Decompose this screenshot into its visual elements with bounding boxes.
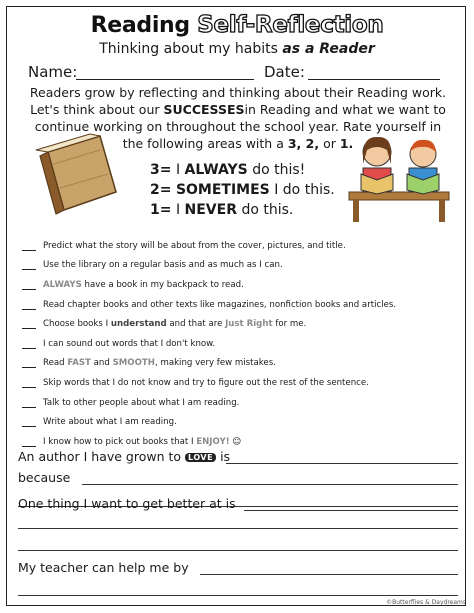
subtitle-plain: Thinking about my habits: [99, 41, 278, 57]
item-emphasis: SMOOTH: [112, 358, 155, 369]
scale-text: I do this.: [274, 182, 335, 198]
item-emphasis: understand: [110, 319, 167, 330]
item-text: Predict what the story will be about from the cover, pictures, and title.: [43, 240, 346, 251]
item-text: Choose books I: [43, 319, 109, 330]
scale-three: [150, 160, 330, 180]
date-label: Date:: [264, 63, 305, 81]
writing-line[interactable]: [18, 595, 458, 596]
scale-word: ALWAYS: [184, 162, 248, 178]
item-text: I know how to pick out books that I: [43, 436, 194, 447]
list-item: [22, 314, 462, 334]
rating-blank[interactable]: [22, 339, 36, 349]
item-text: Talk to other people about what I am reading.: [43, 397, 240, 408]
because-field[interactable]: [82, 484, 458, 485]
item-text: have a book in my backpack to read.: [84, 279, 244, 290]
prompt-teacher-help: [18, 560, 458, 578]
item-text: Write about what I am reading.: [43, 417, 177, 428]
intro-text: the following areas with a: [122, 136, 284, 151]
item-text: Read chapter books and other texts like magazines, nonfiction books and articles.: [43, 299, 397, 310]
item-emphasis: Just Right: [225, 319, 273, 330]
rating-blank[interactable]: [22, 260, 36, 270]
item-text: for me.: [275, 319, 307, 330]
list-item: [22, 256, 462, 276]
intro-number-one: 1.: [339, 136, 354, 151]
rating-blank[interactable]: [22, 417, 36, 427]
list-item: [22, 236, 462, 256]
prompt-label: [18, 449, 230, 464]
rating-scale: [150, 160, 335, 220]
intro-successes: SUCCESSES: [163, 102, 245, 117]
list-item: [22, 354, 462, 374]
writing-line[interactable]: [18, 528, 458, 529]
scale-text: I: [175, 202, 181, 218]
rating-blank[interactable]: [22, 241, 36, 251]
intro-numbers: 3, 2,: [287, 136, 320, 151]
scale-num: 2=: [150, 182, 172, 198]
intro-line: continue working on throughout the school year. Rate yourself in: [34, 119, 442, 134]
item-emphasis: ALWAYS: [43, 279, 82, 290]
list-item: [22, 275, 462, 295]
item-text: , making very few mistakes.: [154, 358, 276, 369]
rating-blank[interactable]: [22, 300, 36, 310]
scale-num: 3=: [150, 162, 172, 178]
scale-text: do this.: [241, 202, 294, 218]
list-item: [22, 393, 462, 413]
smiley-icon: ☺: [232, 436, 242, 447]
prompt-label: My teacher can help me by: [18, 560, 189, 575]
scale-one: [150, 200, 330, 220]
subtitle-bold: as a Reader: [282, 41, 375, 57]
page-subtitle: [0, 41, 474, 57]
rating-blank[interactable]: [22, 358, 36, 368]
rating-list: [22, 236, 462, 452]
item-text: Skip words that I do not know and try to figure out the rest of the sentence.: [43, 377, 369, 388]
scale-text: I: [175, 162, 181, 178]
intro-line: [22, 101, 454, 118]
name-date-row: [28, 63, 448, 83]
item-text: and: [93, 358, 110, 369]
heart-love-icon: LOVE: [185, 453, 216, 462]
teacher-help-field[interactable]: [200, 574, 458, 575]
intro-text: in Reading and what we want to: [244, 102, 446, 117]
prompt-label: because: [18, 470, 71, 485]
prompt-because: [18, 470, 458, 488]
scale-text: do this!: [252, 162, 306, 178]
scale-two: [150, 180, 335, 200]
title-self-reflection: Self-Reflection: [197, 12, 384, 38]
intro-line: Readers grow by reflecting and thinking about their Reading work.: [29, 85, 447, 100]
name-field[interactable]: [76, 63, 254, 80]
intro-text: Let's think about our: [30, 102, 160, 117]
prompt-text: An author I have grown to: [18, 449, 182, 464]
date-field[interactable]: [308, 63, 440, 80]
page-title: [0, 12, 474, 38]
item-text: I can sound out words that I don't know.: [43, 338, 216, 349]
copyright-credit: ©Butterflies & Daydreams: [386, 599, 466, 606]
prompt-text: is: [220, 449, 231, 464]
item-emphasis: ENJOY!: [196, 436, 230, 447]
scale-word: SOMETIMES: [175, 182, 270, 198]
rating-blank[interactable]: [22, 437, 36, 447]
scale-word: NEVER: [184, 202, 237, 218]
kids-reading-illustration: [345, 130, 455, 225]
item-text: and that are: [169, 319, 223, 330]
rating-blank[interactable]: [22, 398, 36, 408]
list-item: [22, 334, 462, 354]
book-illustration: [30, 130, 120, 215]
author-field[interactable]: [226, 463, 458, 464]
rating-blank[interactable]: [22, 319, 36, 329]
name-label: Name:: [28, 63, 78, 81]
writing-line[interactable]: [18, 550, 458, 551]
rating-blank[interactable]: [22, 378, 36, 388]
prompt-better-at: [18, 496, 458, 514]
scale-num: 1=: [150, 202, 172, 218]
rating-blank[interactable]: [22, 280, 36, 290]
prompt-author: [18, 449, 458, 467]
item-emphasis: FAST: [67, 358, 91, 369]
prompt-label: One thing I want to get better at is: [18, 496, 236, 511]
list-item: [22, 412, 462, 432]
item-text: Use the library on a regular basis and as much as I can.: [43, 260, 283, 271]
intro-text: or: [323, 136, 336, 151]
item-text: Read: [43, 358, 65, 369]
list-item: [22, 373, 462, 393]
title-reading: Reading: [90, 13, 190, 38]
better-at-field[interactable]: [244, 510, 458, 511]
list-item: [22, 295, 462, 315]
